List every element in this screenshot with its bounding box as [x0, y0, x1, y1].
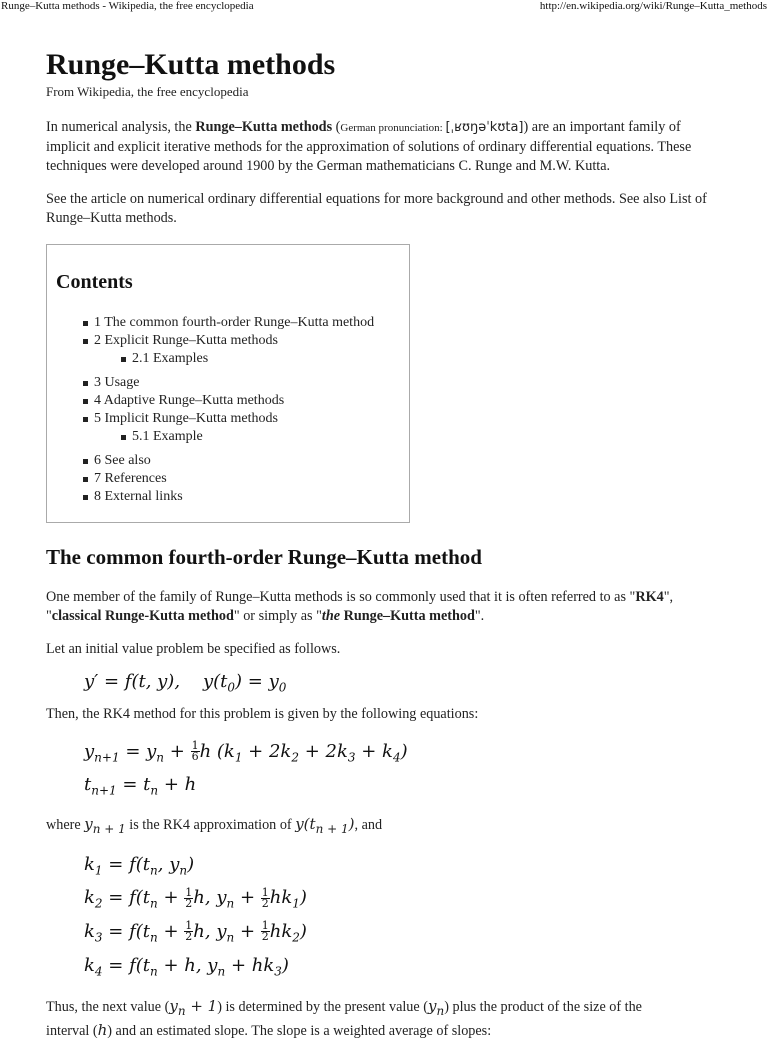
- toc-item[interactable]: 4 Adaptive Runge–Kutta methods: [56, 392, 409, 410]
- table-of-contents: [46, 244, 410, 523]
- toc-item[interactable]: 7 References: [56, 470, 409, 488]
- toc-item[interactable]: 3 Usage: [56, 374, 409, 392]
- page-subtitle: From Wikipedia, the free encyclopedia: [46, 84, 249, 99]
- toc-item[interactable]: 2 Explicit Runge–Kutta methods: [56, 332, 409, 350]
- section-heading: The common fourth-order Runge–Kutta method: [46, 545, 482, 569]
- rk4-intro-paragraph: Then, the RK4 method for this problem is given by the following equations:: [46, 705, 479, 722]
- rk4-equations: $y_{n+1} = y_n$ + $\frac{1}{6}$ h $(k_1 + 2k_2 + 2k_3 + k_4)$ $t_{n+1} = t_n + h$: [84, 739, 408, 798]
- toc-item[interactable]: 1 The common fourth-order Runge–Kutta method: [56, 314, 409, 332]
- toc-item[interactable]: 6 See also: [56, 452, 409, 470]
- next-value-paragraph: Thus, the next value $(y_n + 1)$ is determined by the present value $(y_n)$ plus the product of the size of the interval (h) and an estimated slope. The slope is a weighted average of slopes:: [46, 997, 642, 1040]
- intro-paragraph: In numerical analysis, the Runge–Kutta methods (German pronunciation: [ˌʁʊŋəˈkʊta]) are an important family of implicit and explicit iterative methods for the approximation of solutions of ordinary differential equations. These techniques were developed around 1900 by the German mathematicians C. Runge and M.W. Kutta.: [46, 119, 692, 174]
- toc-item[interactable]: 2.1 Examples: [56, 350, 409, 368]
- browser-header: [0, 0, 768, 16]
- page-title: Runge–Kutta methods: [46, 48, 336, 81]
- toc-title: Contents: [56, 271, 133, 293]
- ipa-text: [ˌʁʊŋəˈkʊta]: [445, 120, 524, 135]
- article: [46, 48, 726, 1041]
- rk4-paragraph: One member of the family of Runge–Kutta methods is so commonly used that it is often referred to as "RK4", "classical Runge-Kutta method" or simply as "the Runge–Kutta method".: [46, 589, 674, 624]
- page-tab-title: Runge–Kutta methods - Wikipedia, the free encyclopedia: [1, 0, 254, 12]
- see-also-paragraph: See the article on numerical ordinary differential equations for more background and other methods. See also List of Runge–Kutta methods.: [46, 191, 707, 226]
- k-equations: $k_1 = f(t_n$, $y_n$) $k_2 = f(t_n$ + $\frac{1}{2}$ h, $y_n$ + $\frac{1}{2}$ $hk_1$) $k_3 = f(t_n$ + $\frac{1}{2}$ h, $y_n$ + $\frac{1}{2}$ $hk_2$) $k_4 = f(t_n + h$, $y_n + hk_3$): [84, 853, 307, 979]
- pronunciation-link[interactable]: German pronunciation:: [340, 122, 446, 134]
- page-url[interactable]: http://en.wikipedia.org/wiki/Runge–Kutta_methods: [539, 0, 767, 12]
- toc-item[interactable]: 5 Implicit Runge–Kutta methods: [56, 410, 409, 428]
- where-paragraph: where $y_{n + 1}$ is the RK4 approximation of $y(t_{n + 1})$, and: [46, 814, 383, 836]
- ivp-equation: y′ = f(t, y), $y(t_0) = y_0$: [84, 671, 287, 695]
- toc-item[interactable]: 8 External links: [56, 488, 409, 506]
- toc-item[interactable]: 5.1 Example: [56, 428, 409, 446]
- ivp-paragraph: Let an initial value problem be specified as follows.: [46, 641, 341, 657]
